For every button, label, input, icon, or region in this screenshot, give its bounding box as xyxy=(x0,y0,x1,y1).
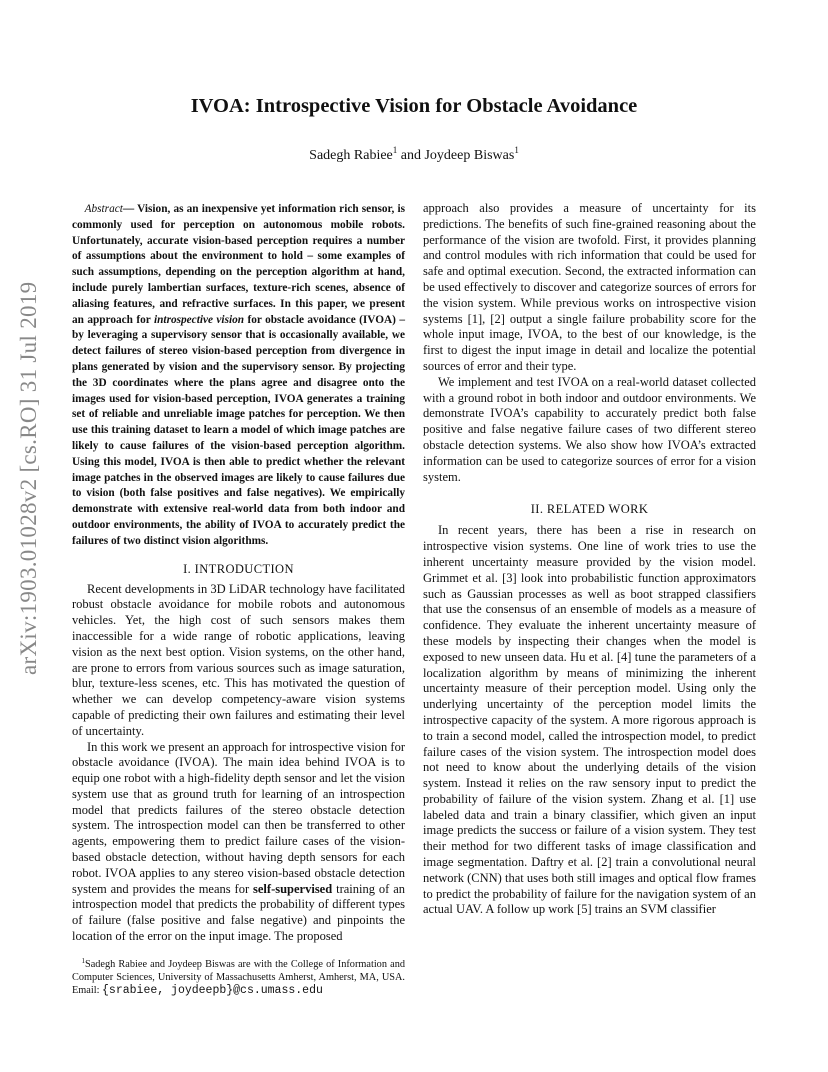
arxiv-stamp-text: arXiv:1903.01028v2 [cs.RO] 31 Jul 2019 xyxy=(16,281,41,675)
affiliation-marker: 1 xyxy=(514,145,519,155)
affiliation-marker: 1 xyxy=(392,145,398,155)
right-column xyxy=(423,201,756,918)
paragraph-text: In this work we present an approach for introspective vision for obstacle avoidance (IVOA). The main idea behind IVOA is to equip one robot with a high-fidelity depth sensor and let the vision system use that as ground truth for learning of an introspection model that predicts failures of the stereo obstacle detection system. The introspection model can then be transferred to other agents, empowering them to predict failure cases of the vision-based obstacle detection, without having depth sensors for each robot. IVOA applies to any stereo vision-based obstacle detection system and provides the means for xyxy=(72,739,405,896)
author-name: Joydeep Biswas xyxy=(424,148,515,163)
paper-title: IVOA: Introspective Vision for Obstacle Avoidance xyxy=(190,95,638,117)
footnote-marker: 1 xyxy=(81,957,85,965)
paragraph: We implement and test IVOA on a real-world dataset collected with a ground robot in both indoor and outdoor environments. We demonstrate IVOA’s capability to accurately predict both false positive and false negative failure cases of two different stereo obstacle detection systems. We also show how IVOA’s extracted information can be used to categorize sources of error for a vision system. xyxy=(423,374,756,484)
paragraph-text: training of an introspection model that predicts the probability of different types of failure (false positive and false negative) and pinpoints the location of the error on the input image. The proposed xyxy=(72,881,405,944)
paragraph: In recent years, there has been a rise in research on introspective vision systems. One line of work tries to use the inherent uncertainty measure provided by the vision model. Grimmet et al. [3] look into probabilistic function approximators such as Gaussian processes as well as boot strapped classifiers that use the consensus of an ensemble of models as a measure of confidence. They evaluate the inherent uncertainty measure of these models by inspecting their changes when the model is exposed to new unseen data. Hu et al. [4] tune the parameters of a localization algorithm by means of minimizing the inherent uncertainty measure of their perception model. Using only the underlying uncertainty of the perception model limits the introspective capacity of the system. A more rigorous approach is to train a second model, called the introspection model, to predict failure cases of the vision system. The introspection model does not need to know about the underlying details of the vision system. Instead it relies on the raw sensory input to predict the probability of failure of the vision system. Zhang et al. [1] use labeled data and train a binary classifier, which given an input image predicts the success or failure of a vision system. They test their method for two different tasks of image classification and image segmentation. Daftry et al. [2] train a convolutional neural network (CNN) that uses both still images and optical flow frames to predict the probability of failure for the navigation system of an actual UAV. A follow up work [5] trains an SVM classifier xyxy=(423,523,756,917)
section-heading: I. INTRODUCTION xyxy=(183,561,294,576)
paragraph: Recent developments in 3D LiDAR technology have facilitated robust obstacle avoidance for mobile robots and autonomous vehicles. Yet, the high cost of such sensors makes them inaccessible for a wide range of robotic applications, leaving vision as the next best option. Vision systems, on the other hand, are prone to errors from various sources such as image saturation, blur, texture-less scenes, etc. This has motivated the question of whether we can develop competency-aware vision systems capable of predicting their own failures and estimating their level of uncertainty. xyxy=(72,581,405,738)
author-connector: and xyxy=(397,148,425,163)
abstract-keyword: introspective vision xyxy=(154,313,245,326)
left-column xyxy=(72,202,405,945)
author-line xyxy=(0,145,828,164)
abstract-dash: — xyxy=(122,203,138,215)
abstract xyxy=(72,202,405,550)
footnote-text: Sadegh Rabiee and Joydeep Biswas are with the College of Information and Computer Sciences, University of Massachusetts Amherst, Amherst, MA, USA. Email: xyxy=(72,959,405,996)
footnote-email: {srabiee, joydeepb}@cs.umass.edu xyxy=(102,984,323,997)
author-name: Sadegh Rabiee xyxy=(309,148,393,163)
emphasis-text: self-supervised xyxy=(253,881,333,896)
footnote xyxy=(72,955,405,997)
paragraph: approach also provides a measure of uncertainty for its predictions. The benefits of such fine-grained reasoning about the performance of the vision are twofold. First, it provides planning and control modules with rich information that could be used for safe and optimal execution. Second, the extracted information can be used effectively to discover and categorize sources of errors for the vision system. While previous works on introspective vision systems [1], [2] output a single failure probability score for the whole input image, IVOA, to the best of our knowledge, is the first to digest the input image in detail and localize the potential sources of error and their type. xyxy=(423,201,756,373)
abstract-text: Vision, as an inexpensive yet information rich sensor, is commonly used for perception on autonomous mobile robots. Unfortunately, accurate vision-based perception requires a number of assumptions about the environment to hold – some examples of such assumptions, depending on the perception algorithm at hand, include purely lambertian surfaces, texture-rich scenes, absence of aliasing features, and refractive surfaces. In this paper, we present an approach for xyxy=(72,203,406,326)
abstract-text: for obstacle avoidance (IVOA) – by leveraging a supervisory sensor that is occasionally available, we detect failures of stereo vision-based perception from divergence in plans generated by vision and the supervisory sensor. By projecting the 3D coordinates where the plans agree and disagree onto the images used for vision-based perception, IVOA generates a training set of reliable and unreliable image patches for perception. We then use this training dataset to learn a model of which image patches are likely to cause failures of the vision-based perception algorithm. Using this model, IVOA is then able to predict whether the relevant image patches in the observed images are likely to cause failures due to vision (both false positives and false negatives). We empirically demonstrate with extensive real-world data from both indoor and outdoor environments, the ability of IVOA to accurately predict the failures of two distinct vision algorithms. xyxy=(72,313,405,547)
paragraph xyxy=(72,740,405,945)
arxiv-stamp xyxy=(8,281,58,675)
abstract-label: Abstract xyxy=(84,203,123,215)
section-heading: II. RELATED WORK xyxy=(530,502,649,517)
